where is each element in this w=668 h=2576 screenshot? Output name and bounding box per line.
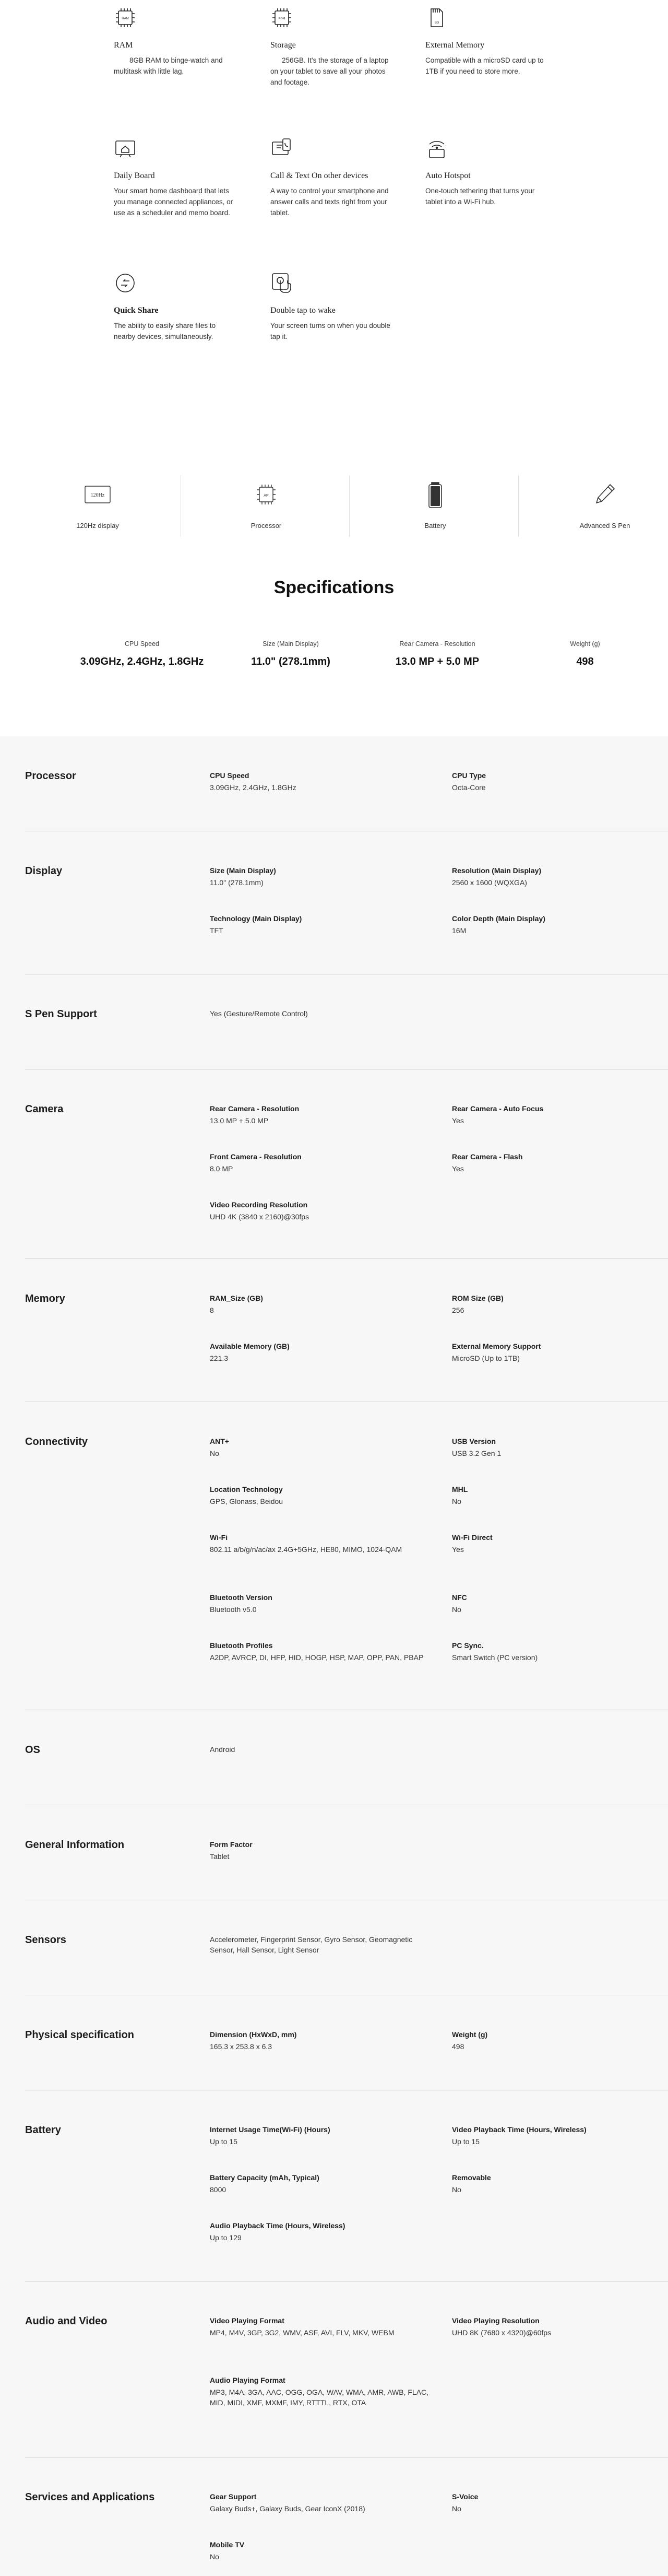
spec-value: Android (210, 1745, 235, 1754)
svg-text:RAM: RAM (122, 17, 129, 20)
feature-auto-hotspot (425, 137, 551, 207)
spec-key: USB Version (452, 1437, 496, 1445)
spec-value: 8.0 MP (210, 1165, 233, 1173)
spec-group-general-information (25, 1805, 668, 1900)
spec-value: TFT (210, 926, 223, 935)
spec-item (452, 2172, 668, 2195)
spec-key: Video Playing Resolution (452, 2316, 540, 2325)
spec-key: Dimension (HxWxD, mm) (210, 2030, 297, 2039)
spec-key: Gear Support (210, 2492, 257, 2501)
spec-item (210, 1199, 429, 1222)
feature-title: Storage (270, 41, 296, 50)
spec-value: UHD 4K (3840 x 2160)@30fps (210, 1213, 309, 1221)
spec-key: Internet Usage Time(Wi-Fi) (Hours) (210, 2125, 330, 2134)
hotspot-icon (425, 137, 448, 160)
highlight-label: 120Hz display (76, 522, 119, 530)
key-spec-display-size (212, 640, 369, 668)
quick-share-icon (114, 272, 137, 295)
spec-key: MHL (452, 1485, 468, 1493)
display-120hz-icon (82, 480, 113, 510)
key-spec-label: CPU Speed (124, 640, 159, 648)
key-spec-label: Size (Main Display) (263, 640, 319, 648)
spec-item (452, 1151, 668, 1174)
spec-item (452, 865, 668, 888)
spec-value: 802.11 a/b/g/n/ac/ax 2.4G+5GHz, HE80, MIMO, 1024-QAM (210, 1545, 402, 1554)
spec-value: Up to 129 (210, 2233, 242, 2242)
feature-ram (114, 6, 239, 77)
spec-value: 256 (452, 1306, 464, 1314)
spec-key: Battery Capacity (mAh, Typical) (210, 2173, 319, 2182)
feature-description: Your smart home dashboard that lets you manage connected appliances, or use as a scheduler and memo board. (114, 187, 233, 217)
spec-value: No (452, 2185, 461, 2194)
spec-item (210, 2029, 429, 2052)
spec-value: No (452, 1605, 461, 1614)
spec-group-processor (25, 736, 668, 831)
spec-group-camera (25, 1069, 668, 1259)
spec-value: 11.0" (278.1mm) (210, 878, 264, 887)
spec-key: Mobile TV (210, 2540, 245, 2549)
spec-item (452, 2315, 668, 2338)
spec-value: Yes (452, 1545, 464, 1554)
feature-grid (0, 0, 668, 439)
spec-key: Weight (g) (452, 2030, 488, 2039)
spec-group-s-pen (25, 974, 668, 1069)
svg-text:SD: SD (434, 21, 439, 25)
spec-value: Yes (452, 1165, 464, 1173)
feature-description: A way to control your smartphone and answer calls and texts right from your tablet. (270, 187, 389, 217)
spec-value: 221.3 (210, 1354, 229, 1362)
spec-key: Color Depth (Main Display) (452, 914, 545, 923)
spec-item (210, 2172, 429, 2195)
divider (518, 475, 519, 537)
spec-item (210, 1592, 429, 1615)
spec-group-title: Battery (25, 2124, 61, 2136)
spec-value: Up to 15 (210, 2137, 237, 2146)
spec-value: Tablet (210, 1852, 230, 1861)
spec-value: USB 3.2 Gen 1 (452, 1449, 502, 1457)
feature-description: 256GB. It's the storage of a laptop on your tablet to save all your photos and footage. (270, 56, 389, 86)
spec-key: Bluetooth Profiles (210, 1641, 273, 1650)
feature-title: Call & Text On other devices (270, 171, 368, 180)
key-spec-value: 11.0" (278.1mm) (251, 656, 330, 667)
spec-table (0, 736, 668, 2576)
spec-value: No (452, 1497, 461, 1505)
feature-description: The ability to easily share files to nearby devices, simultaneously. (114, 322, 216, 340)
spec-item (452, 913, 668, 936)
spec-key: Audio Playing Format (210, 2376, 285, 2384)
spec-item (452, 770, 668, 793)
spec-key: NFC (452, 1593, 467, 1602)
spec-value: Smart Switch (PC version) (452, 1653, 538, 1662)
spec-item (452, 1640, 668, 1663)
key-specs-row (0, 640, 668, 677)
spec-group-title: Services and Applications (25, 2491, 155, 2503)
ram-chip-icon (114, 6, 137, 29)
key-spec-value: 13.0 MP + 5.0 MP (395, 656, 480, 667)
spec-group-title: OS (25, 1744, 40, 1756)
spec-key: Size (Main Display) (210, 866, 276, 875)
spec-value: MicroSD (Up to 1TB) (452, 1354, 520, 1362)
spec-value: 8000 (210, 2185, 226, 2194)
spec-item (210, 2315, 429, 2338)
spec-key: Technology (Main Display) (210, 914, 302, 923)
spec-group-title: Physical specification (25, 2029, 134, 2041)
spec-item (210, 1103, 429, 1126)
spec-item (210, 1640, 429, 1663)
spec-value: No (210, 1449, 219, 1457)
battery-icon (420, 480, 451, 510)
spec-item (210, 770, 429, 793)
spec-value: 13.0 MP + 5.0 MP (210, 1116, 269, 1125)
spec-value: MP3, M4A, 3GA, AAC, OGG, OGA, WAV, WMA, AMR, AWB, FLAC, MID, MIDI, XMF, MXMF, IMY, RTTTL, RTX, OTA (210, 2388, 429, 2407)
spec-item (210, 1839, 429, 1862)
spec-value: UHD 8K (7680 x 4320)@60fps (452, 2328, 552, 2337)
spec-group-connectivity (25, 1402, 668, 1710)
spec-group-title: Memory (25, 1293, 65, 1304)
specifications-title: Specifications (273, 578, 395, 597)
spec-group-title: Audio and Video (25, 2315, 108, 2327)
highlight-label: Battery (424, 522, 446, 530)
feature-title: External Memory (425, 41, 485, 50)
spec-value: GPS, Glonass, Beidou (210, 1497, 283, 1505)
processor-icon (250, 480, 282, 510)
highlight-120hz-display (14, 473, 181, 541)
spec-group-title: Connectivity (25, 1436, 88, 1448)
feature-description: 8GB RAM to binge-watch and multitask with little lag. (114, 56, 223, 75)
spec-group-title: S Pen Support (25, 1008, 97, 1020)
storage-chip-icon (270, 6, 293, 29)
spec-key: Rear Camera - Flash (452, 1152, 523, 1161)
spec-value: A2DP, AVRCP, DI, HFP, HID, HOGP, HSP, MAP, OPP, PAN, PBAP (210, 1653, 424, 1662)
spec-key: Available Memory (GB) (210, 1342, 290, 1350)
svg-text:120Hz: 120Hz (90, 492, 105, 498)
spec-key: External Memory Support (452, 1342, 541, 1350)
spec-key: ROM Size (GB) (452, 1294, 504, 1302)
spec-key: PC Sync. (452, 1641, 484, 1650)
feature-title: Auto Hotspot (425, 171, 471, 180)
feature-storage (270, 6, 396, 88)
spec-value: MP4, M4V, 3GP, 3G2, WMV, ASF, AVI, FLV, MKV, WEBM (210, 2328, 395, 2337)
spec-key: Form Factor (210, 1840, 253, 1849)
spec-key: Location Technology (210, 1485, 283, 1493)
spec-item (210, 1341, 429, 1363)
spec-item (210, 1532, 429, 1555)
spec-group-title: General Information (25, 1839, 125, 1851)
spec-value: No (210, 2553, 219, 2561)
spec-item (452, 1484, 668, 1507)
double-tap-icon (270, 272, 293, 295)
feature-title: RAM (114, 41, 133, 50)
spec-item (210, 2491, 429, 2514)
spec-value: Octa-Core (452, 783, 486, 792)
spec-key: Wi-Fi Direct (452, 1533, 493, 1542)
spec-key: Resolution (Main Display) (452, 866, 542, 875)
spec-key: Video Playing Format (210, 2316, 284, 2325)
spec-group-os (25, 1710, 668, 1805)
spec-item (210, 1744, 429, 1755)
home-dashboard-icon (114, 137, 137, 160)
spec-group-sensors (25, 1900, 668, 1995)
spec-group-title: Camera (25, 1103, 64, 1115)
spec-item (210, 1484, 429, 1507)
highlight-processor (183, 473, 350, 541)
spec-value: No (452, 2504, 461, 2513)
spec-key: Video Playback Time (Hours, Wireless) (452, 2125, 587, 2134)
feature-title: Double tap to wake (270, 306, 336, 315)
spec-value: 498 (452, 2042, 464, 2051)
spec-value: Up to 15 (452, 2137, 480, 2146)
spec-key: Video Recording Resolution (210, 1201, 308, 1209)
spec-item (210, 2539, 429, 2562)
feature-title: Daily Board (114, 171, 155, 180)
spec-value: Yes (452, 1116, 464, 1125)
key-spec-rear-camera (359, 640, 516, 668)
spec-value: Yes (Gesture/Remote Control) (210, 1009, 308, 1018)
key-spec-label: Weight (g) (570, 640, 600, 648)
spec-key: Rear Camera - Auto Focus (452, 1104, 544, 1113)
key-spec-label: Rear Camera - Resolution (399, 640, 475, 648)
spec-value: 2560 x 1600 (WQXGA) (452, 878, 527, 887)
key-spec-value: 3.09GHz, 2.4GHz, 1.8GHz (80, 656, 204, 667)
spec-key: Removable (452, 2173, 491, 2182)
highlight-label: Advanced S Pen (579, 522, 630, 530)
spec-value: 8 (210, 1306, 214, 1314)
feature-quick-share (114, 272, 239, 342)
spec-item (452, 2029, 668, 2052)
spec-key: ANT+ (210, 1437, 229, 1445)
spec-item (452, 2491, 668, 2514)
feature-title: Quick Share (114, 306, 159, 315)
spec-group-title: Sensors (25, 1934, 66, 1946)
highlight-s-pen (521, 473, 668, 541)
spec-item (210, 1436, 429, 1458)
key-spec-cpu-speed (64, 640, 220, 668)
spec-group-battery (25, 2090, 668, 2281)
spec-key: Rear Camera - Resolution (210, 1104, 300, 1113)
divider (349, 475, 350, 537)
spec-value: 165.3 x 253.8 x 6.3 (210, 2042, 272, 2051)
spec-group-memory (25, 1259, 668, 1402)
call-text-icon (270, 137, 293, 160)
feature-call-text (270, 137, 396, 218)
spec-group-audio-video (25, 2281, 668, 2457)
feature-daily-board (114, 137, 239, 218)
highlight-battery (352, 473, 519, 541)
spec-item (210, 1008, 429, 1019)
spec-key: Front Camera - Resolution (210, 1152, 302, 1161)
spec-item (452, 1532, 668, 1555)
spec-group-services (25, 2457, 668, 2576)
feature-double-tap (270, 272, 396, 342)
spec-item (452, 2124, 668, 2147)
spec-item (452, 1103, 668, 1126)
spec-item (452, 1341, 668, 1363)
spec-item (452, 1592, 668, 1615)
highlight-row (0, 473, 668, 541)
spec-value: Accelerometer, Fingerprint Sensor, Gyro Sensor, Geomagnetic Sensor, Hall Sensor, Light Sensor (210, 1935, 413, 1954)
spec-value: 16M (452, 926, 467, 935)
spec-key: RAM_Size (GB) (210, 1294, 263, 1302)
spec-group-physical (25, 1995, 668, 2090)
spec-item (210, 1934, 429, 1955)
feature-external-memory (425, 6, 551, 77)
s-pen-icon (589, 480, 621, 510)
spec-key: Audio Playback Time (Hours, Wireless) (210, 2221, 345, 2230)
spec-item (210, 1293, 429, 1315)
spec-value: Galaxy Buds+, Galaxy Buds, Gear IconX (2018) (210, 2504, 365, 2513)
feature-description: Your screen turns on when you double tap it. (270, 322, 390, 340)
spec-item (210, 865, 429, 888)
spec-item (210, 2375, 429, 2408)
spec-group-display (25, 831, 668, 974)
microsd-card-icon (425, 6, 448, 29)
spec-key: CPU Speed (210, 771, 249, 780)
highlight-label: Processor (250, 522, 282, 530)
spec-key: Wi-Fi (210, 1533, 228, 1542)
svg-text:AP: AP (264, 494, 269, 498)
spec-key: Bluetooth Version (210, 1593, 272, 1602)
feature-description: One-touch tethering that turns your tablet into a Wi-Fi hub. (425, 187, 535, 206)
svg-text:ROM: ROM (278, 17, 285, 20)
spec-key: S-Voice (452, 2492, 479, 2501)
spec-value: Bluetooth v5.0 (210, 1605, 257, 1614)
spec-value: 3.09GHz, 2.4GHz, 1.8GHz (210, 783, 296, 792)
spec-group-title: Processor (25, 770, 76, 782)
spec-item (452, 1293, 668, 1315)
spec-item (210, 2124, 429, 2147)
key-spec-value: 498 (576, 656, 594, 667)
spec-item (452, 1436, 668, 1458)
feature-description: Compatible with a microSD card up to 1TB if you need to store more. (425, 56, 544, 75)
key-spec-weight (507, 640, 663, 668)
spec-item (210, 1151, 429, 1174)
spec-group-title: Display (25, 865, 63, 877)
spec-item (210, 2220, 429, 2243)
spec-item (210, 913, 429, 936)
spec-key: CPU Type (452, 771, 486, 780)
